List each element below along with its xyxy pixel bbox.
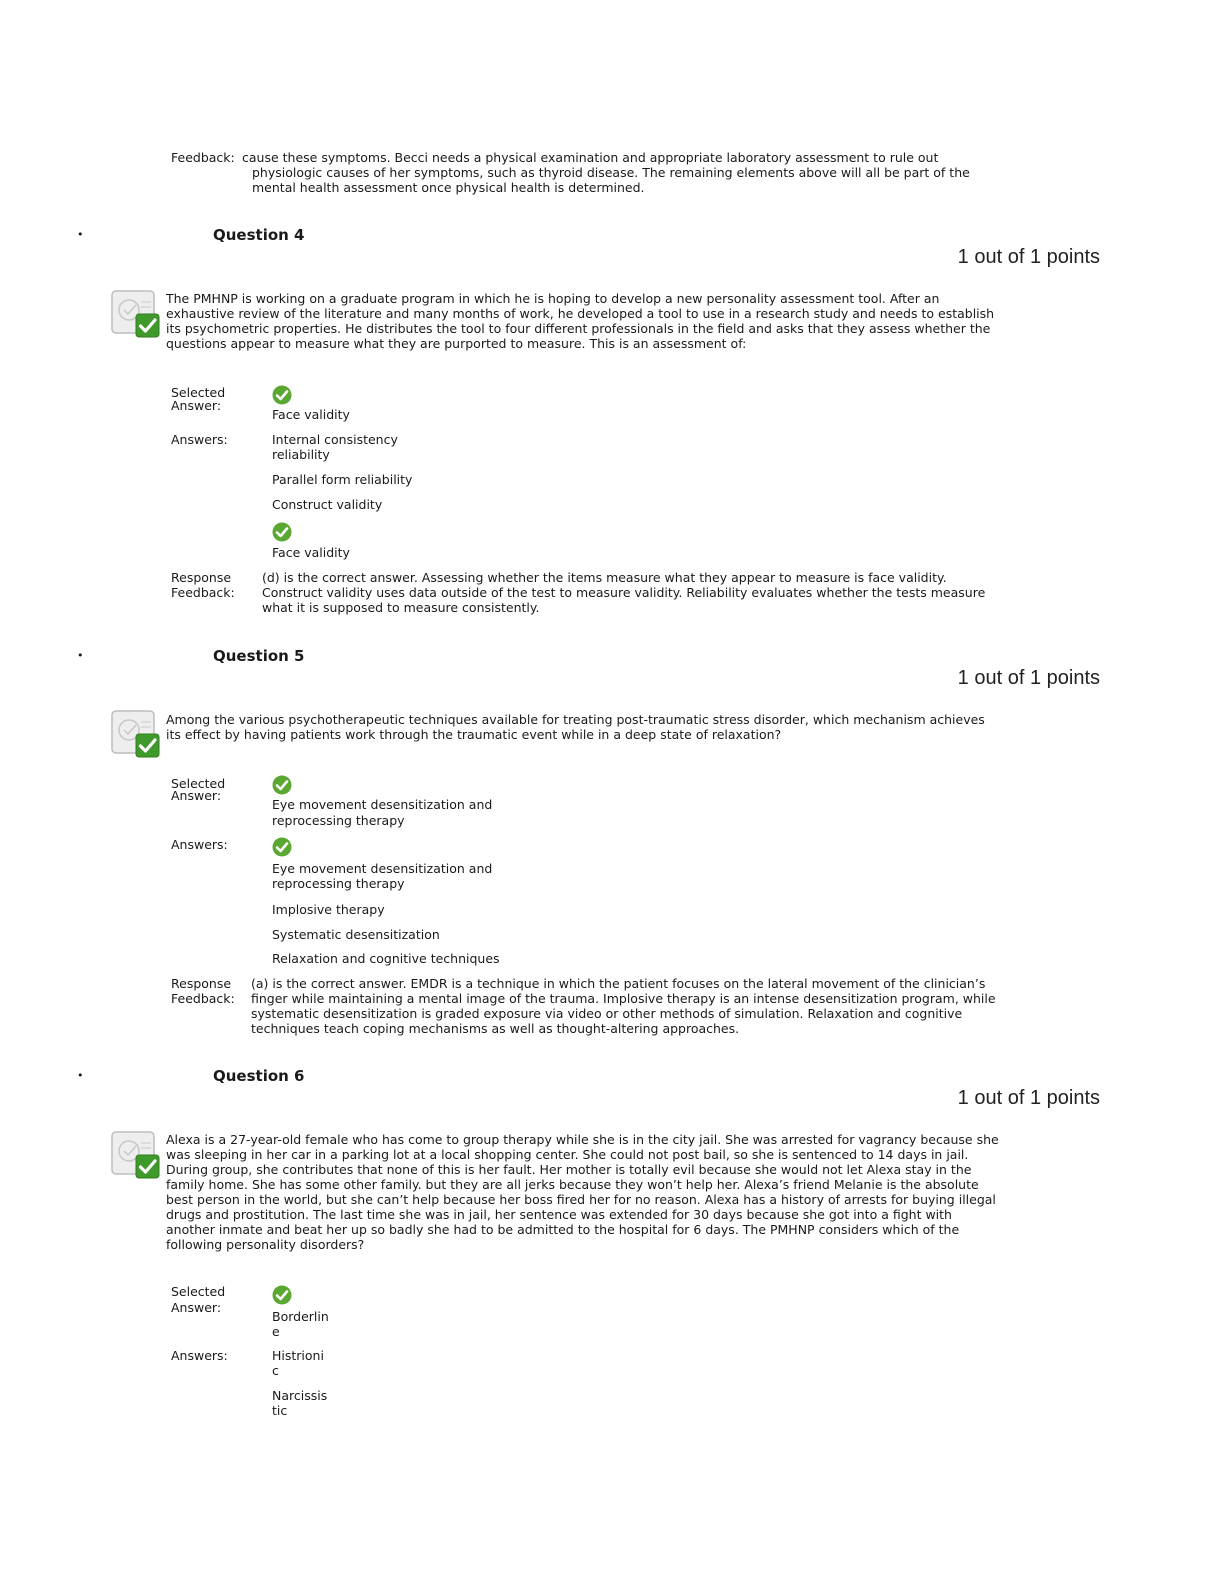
response-feedback-text: techniques teach coping mechanisms as well as thought-altering approaches.	[251, 1021, 740, 1036]
question-text: its effect by having patients work through the traumatic event while in a deep state of relaxation?	[166, 727, 782, 742]
answers-label: Answers:	[171, 1348, 228, 1363]
answer-option: tic	[272, 1403, 288, 1418]
response-feedback-text: Construct validity uses data outside of the test to measure validity. Reliability evaluates whether the tests measure	[262, 585, 986, 600]
answers-label: Answers:	[171, 432, 228, 447]
answer-option: Implosive therapy	[272, 902, 385, 917]
selected-answer-label: Selected	[171, 1284, 226, 1299]
check-icon	[272, 1285, 292, 1305]
response-feedback-label: Feedback:	[171, 585, 235, 600]
selected-answer-label: Selected	[171, 385, 226, 400]
question-title: Question 6	[213, 1067, 305, 1085]
question-text: family home. She has some other family. but they are all jerks because they won’t help her. Alexa’s friend Melanie is the absolute	[166, 1177, 979, 1192]
question-text: exhaustive review of the literature and many months of work, he developed a tool to use in a research study and needs to establish	[166, 306, 995, 321]
question-text: questions appear to measure what they are purported to measure. This is an assessment of:	[166, 336, 747, 351]
answer-option-correct: reprocessing therapy	[272, 876, 405, 891]
intro-feedback-line: mental health assessment once physical health is determined.	[252, 180, 645, 195]
selected-answer-label: Answer:	[171, 398, 222, 413]
response-feedback-text: finger while maintaining a mental image of the trauma. Implosive therapy is an intense desensitization program, while	[251, 991, 996, 1006]
selected-answer-label: Answer:	[171, 788, 222, 803]
question-text: its psychometric properties. He distributes the tool to four different professionals in the field and asks that they assess whether the	[166, 321, 991, 336]
points-score: 1 out of 1 points	[957, 246, 1100, 268]
answer-option: Systematic desensitization	[272, 927, 440, 942]
points-score: 1 out of 1 points	[957, 1087, 1100, 1109]
selected-answer: e	[272, 1324, 280, 1339]
answer-option: Narcissis	[272, 1388, 328, 1403]
answer-option: Histrioni	[272, 1348, 324, 1363]
check-icon	[272, 837, 292, 857]
selected-answer: reprocessing therapy	[272, 813, 405, 828]
question-text: was sleeping in her car in a parking lot at a local shopping center. She could not post bail, so she is sentenced to 14 days in jail.	[166, 1147, 969, 1162]
answer-option-correct: Eye movement desensitization and	[272, 861, 493, 876]
correct-question-icon	[111, 710, 163, 760]
question-text: During group, she contributes that none of this is her fault. Her mother is totally evil because she would not let Alexa stay in the	[166, 1162, 972, 1177]
question-text: Alexa is a 27-year-old female who has come to group therapy while she is in the city jail. She was arrested for vagrancy because she	[166, 1132, 999, 1147]
check-icon	[272, 775, 292, 795]
answers-label: Answers:	[171, 837, 228, 852]
answer-option: c	[272, 1363, 279, 1378]
intro-feedback-line: cause these symptoms. Becci needs a physical examination and appropriate laboratory assessment to rule out	[242, 150, 939, 165]
points-score: 1 out of 1 points	[957, 667, 1100, 689]
intro-feedback-line: physiologic causes of her symptoms, such as thyroid disease. The remaining elements above will all be part of the	[252, 165, 970, 180]
question-text: following personality disorders?	[166, 1237, 365, 1252]
response-feedback-text: (a) is the correct answer. EMDR is a technique in which the patient focuses on the lateral movement of the clinician’s	[251, 976, 986, 991]
check-icon	[272, 522, 292, 542]
response-feedback-label: Response	[171, 570, 232, 585]
correct-question-icon	[111, 1131, 163, 1181]
question-text: best person in the world, but she can’t help because her boss fired her for no reason. Alexa has a history of arrests for buying illegal	[166, 1192, 996, 1207]
response-feedback-text: systematic desensitization is graded exposure via video or other methods of simulation. Relaxation and cognitive	[251, 1006, 963, 1021]
selected-answer: Eye movement desensitization and	[272, 797, 493, 812]
response-feedback-label: Feedback:	[171, 991, 235, 1006]
selected-answer-label: Answer:	[171, 1300, 222, 1315]
answer-option: Internal consistency	[272, 432, 398, 447]
selected-answer: Borderlin	[272, 1309, 329, 1324]
question-text: drugs and prostitution. The last time she was in jail, her sentence was extended for 30 days because she got into a fight with	[166, 1207, 952, 1222]
selected-answer: Face validity	[272, 407, 350, 422]
intro-feedback-label: Feedback:	[171, 150, 235, 165]
selected-answer-label: Selected	[171, 776, 226, 791]
bullet: •	[77, 228, 84, 241]
bullet: •	[77, 649, 84, 662]
question-text: another inmate and beat her up so badly she had to be admitted to the hospital for 6 days. The PMHNP considers which of the	[166, 1222, 960, 1237]
bullet: •	[77, 1069, 84, 1082]
answer-option-correct: Face validity	[272, 545, 350, 560]
response-feedback-text: (d) is the correct answer. Assessing whether the items measure what they appear to measure is face validity.	[262, 570, 947, 585]
answer-option: reliability	[272, 447, 330, 462]
answer-option: Parallel form reliability	[272, 472, 413, 487]
check-icon	[272, 385, 292, 405]
question-text: The PMHNP is working on a graduate program in which he is hoping to develop a new personality assessment tool. After an	[166, 291, 940, 306]
response-feedback-text: what it is supposed to measure consistently.	[262, 600, 540, 615]
question-title: Question 5	[213, 647, 305, 665]
question-text: Among the various psychotherapeutic techniques available for treating post-traumatic stress disorder, which mechanism achieves	[166, 712, 985, 727]
response-feedback-label: Response	[171, 976, 232, 991]
answer-option: Construct validity	[272, 497, 383, 512]
correct-question-icon	[111, 290, 163, 340]
answer-option: Relaxation and cognitive techniques	[272, 951, 500, 966]
question-title: Question 4	[213, 226, 305, 244]
